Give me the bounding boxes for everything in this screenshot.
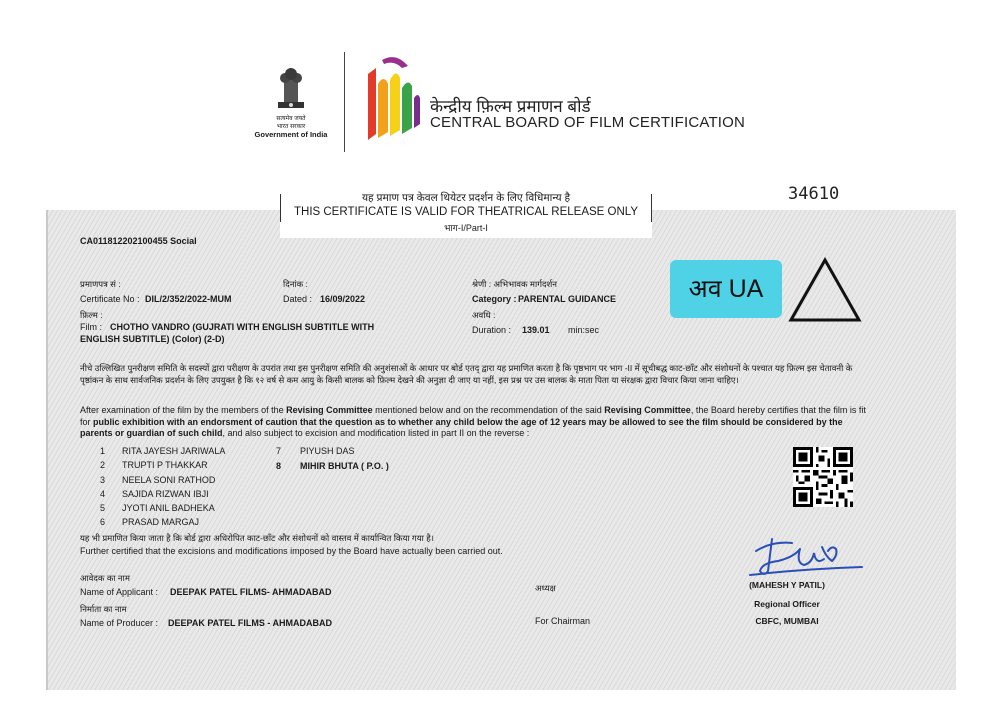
member-name: RITA JAYESH JARIWALA (122, 446, 226, 456)
reference-code: CA011812202100455 Social (80, 236, 197, 246)
paragraph-english (80, 405, 870, 440)
certificate-no-label: Certificate No : (80, 294, 140, 304)
member-name: NEELA SONI RATHOD (122, 475, 216, 485)
paragraph-english-bold1: Revising Committee (286, 405, 373, 415)
emblem-hindi: भारत सरकार (276, 124, 306, 130)
film-title-line2: ENGLISH SUBTITLE) (Color) (2-D) (80, 334, 225, 344)
certificate-no-value: DIL/2/352/2022-MUM (145, 294, 232, 304)
member-number: 8 (276, 461, 282, 471)
validity-bracket-right (651, 194, 652, 222)
duration-label: Duration : (472, 325, 512, 335)
member-name: TRUPTI P THAKKAR (122, 460, 208, 470)
category-value: PARENTAL GUIDANCE (518, 294, 617, 304)
member-number: 2 (100, 460, 106, 470)
qr-code-icon (793, 447, 853, 507)
member-name: PRASAD MARGAJ (122, 517, 200, 527)
member-number: 7 (276, 446, 282, 456)
category-label-hindi: श्रेणी : अभिभावक मार्गदर्शन (472, 279, 557, 289)
member-name: JYOTI ANIL BADHEKA (122, 503, 215, 513)
paragraph-hindi: नीचे उल्लिखित पुनरीक्षण समिति के सदस्यों द्वारा परीक्षण के उपरांत तथा इस पुनरीक्षण समिति की अनुशंसाओं के आधार पर बोर्ड एतद् द्वारा यह प्रमाणित करता है कि पृष्ठभाग पर भाग -II में सूचीबद्ध काट-छाँट और संशोधनों के पश्चात यह फ़िल्म इस चेतावनी के पृष्ठांकन के साथ सार्वजनिक प्रदर्शन के लिए उपयुक्त है कि १२ वर्ष से कम आयु के किसी बालक को फ़िल्म देखने की अनुज्ञा दी जाए या नहीं, इस प्रश्न पर उस बालक के माता पिता या संरक्षक द्वारा विचार किया जाना चाहिए। (80, 363, 853, 385)
emblem-english: Government of India (254, 130, 328, 139)
national-emblem-icon (274, 62, 308, 114)
officer-name: (MAHESH Y PATIL) (749, 580, 825, 590)
header-divider (344, 52, 345, 152)
cbfc-logo-icon (362, 54, 422, 150)
member-number: 1 (100, 446, 106, 456)
member-name: SAJIDA RIZWAN IBJI (122, 489, 209, 499)
dated-label: Dated : (283, 294, 313, 304)
member-name: MIHIR BHUTA ( P.O. ) (300, 461, 389, 471)
validity-part: भाग-I/Part-I (444, 223, 488, 233)
further-hindi: यह भी प्रमाणित किया जाता है कि बोर्ड द्वारा अधिरोपित काट-छाँट और संशोधनों को वास्तव में कार्यान्वित किया गया है। (80, 533, 434, 543)
paragraph-english-part2: mentioned below and on the recommendation of the said (372, 405, 605, 415)
officer-title: Regional Officer (754, 599, 820, 609)
member-number: 5 (100, 503, 106, 513)
member-name: PIYUSH DAS (300, 446, 355, 456)
dated-label-hindi: दिनांक : (283, 279, 308, 289)
applicant-label-hindi: आवेदक का नाम (80, 573, 130, 583)
film-label: Film : (80, 322, 102, 332)
member-number: 6 (100, 517, 106, 527)
film-title-line1: CHOTHO VANDRO (GUJRATI WITH ENGLISH SUBTITLE WITH (110, 322, 375, 332)
board-name-hindi: केन्द्रीय फ़िल्म प्रमाणन बोर्ड (430, 97, 591, 116)
paragraph-english-part1: After examination of the film by the members of the (80, 405, 287, 415)
validity-bracket-left (280, 194, 281, 222)
emblem-block (250, 62, 332, 152)
officer-office: CBFC, MUMBAI (755, 616, 819, 626)
producer-label-hindi: निर्माता का नाम (80, 604, 127, 614)
warning-triangle-icon (787, 256, 863, 326)
further-english: Further certified that the excisions and modifications imposed by the Board have actually been carried out. (80, 546, 503, 556)
duration-value: 139.01 (522, 325, 550, 335)
emblem-motto: सत्यमेव जयते (276, 116, 306, 122)
duration-label-hindi: अवधि : (472, 310, 496, 320)
chairman-label: For Chairman (535, 616, 591, 626)
validity-hindi: यह प्रमाण पत्र केवल थियेटर प्रदर्शन के लिए विधिमान्य है (361, 192, 571, 204)
certificate-no-label-hindi: प्रमाणपत्र सं : (80, 279, 121, 289)
validity-english: THIS CERTIFICATE IS VALID FOR THEATRICAL RELEASE ONLY (293, 206, 638, 218)
paragraph-english-bold3: public exhibition with an endorsment of caution that the question as to whether any child below the age of 12 years may be allowed to see the film should be considered by the parents or guardian of such child (80, 416, 843, 438)
board-name-english: CENTRAL BOARD OF FILM CERTIFICATION (430, 114, 746, 131)
category-label: Category : (472, 294, 517, 304)
paragraph-english-bold2: Revising Committee (604, 405, 691, 415)
member-number: 4 (100, 489, 106, 499)
duration-unit: min:sec (568, 325, 600, 335)
member-number: 3 (100, 475, 106, 485)
producer-value: DEEPAK PATEL FILMS - AHMADABAD (168, 618, 332, 628)
validity-box (280, 182, 652, 238)
film-label-hindi: फ़िल्म : (80, 310, 103, 320)
producer-label: Name of Producer : (80, 618, 159, 628)
paragraph-english-part4: , and also subject to excision and modification listed in part II on the reverse : (222, 428, 530, 438)
chairman-hindi: अध्यक्ष (535, 583, 556, 593)
applicant-value: DEEPAK PATEL FILMS- AHMADABAD (170, 587, 332, 597)
paragraph-english-part3: , the Board hereby certifies that the film is fit for (80, 405, 866, 427)
rating-badge: अव UA (670, 260, 782, 318)
signature-icon (742, 527, 872, 585)
applicant-label: Name of Applicant : (80, 587, 159, 597)
dated-value: 16/09/2022 (320, 294, 366, 304)
serial-number: 34610 (788, 184, 840, 204)
